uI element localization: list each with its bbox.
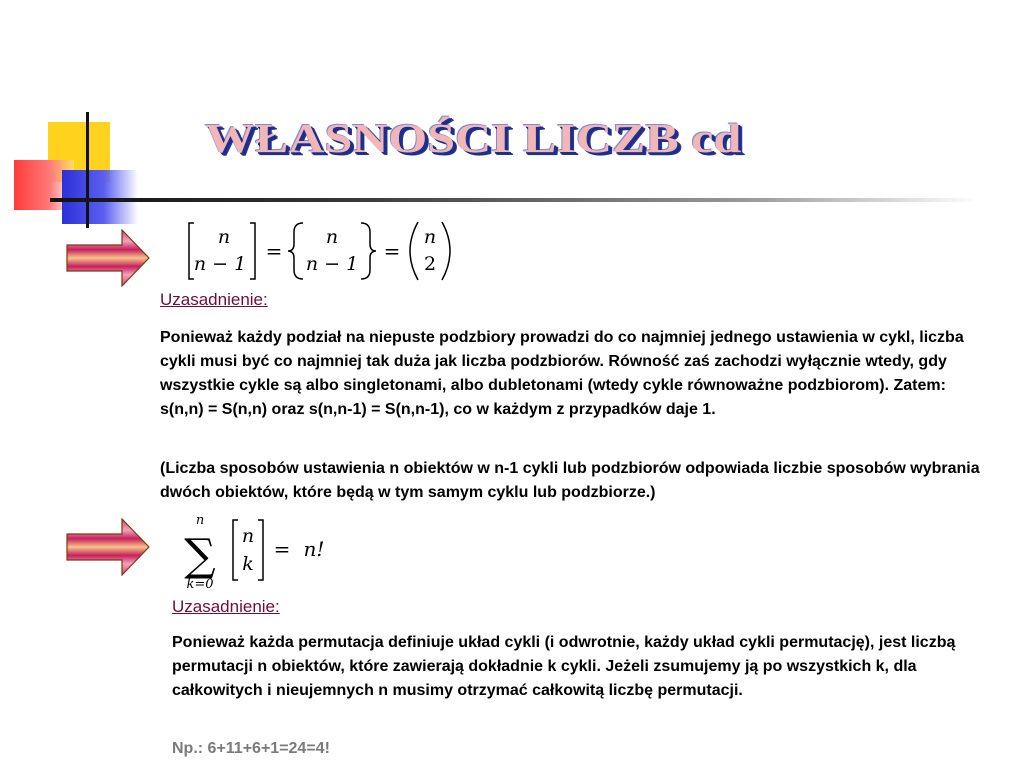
section1-note: (Liczba sposobów ustawienia n obiektów w n-1 cykli lub podzbiorów odpowiada liczbie sposobów wybrania dwóch obiektów, które będą w tym samym cyklu lub podzbiorze.)	[160, 460, 980, 501]
bracket-top-text: n	[217, 226, 231, 248]
equals-sign: =	[265, 239, 283, 263]
brace-bottom-text: n − 1	[305, 253, 359, 275]
formula-sum-permutations	[176, 510, 346, 592]
example-text: Np.: 6+11+6+1=24=4!	[172, 740, 330, 757]
sigma-symbol: ∑	[184, 530, 216, 581]
logo-blue-square	[62, 170, 138, 224]
binom-top-text: n	[423, 226, 437, 248]
logo-vertical-line	[86, 112, 89, 228]
slide-title: WŁASNOŚCI LICZB cd	[205, 115, 742, 161]
section1-heading: Uzasadnienie:	[160, 290, 268, 309]
factorial-result: n!	[303, 537, 325, 561]
equals-sign-2: =	[383, 239, 401, 263]
bracket-top-text: n	[241, 525, 255, 547]
binom-bottom-text: 2	[423, 253, 437, 275]
sum-upper-limit: n	[195, 513, 205, 528]
section2-paragraph: Ponieważ każda permutacja definiuje układ cykli (i odwrotnie, każdy układ cykli permutację), jest liczbą permutacji n obiektów, które zawierają dokładnie k cykli. Jeżeli zsumujemy ją po wszystkich k, dla całkowitych i nieujemnych n musimy otrzymać całkowitą liczbę permutacji.	[172, 634, 956, 699]
arrow-right-icon	[66, 518, 150, 576]
sum-lower-limit: k=0	[186, 577, 214, 592]
equals-sign: =	[273, 537, 291, 561]
section2-heading: Uzasadnienie:	[172, 597, 280, 616]
bracket-bottom-text: k	[242, 553, 254, 575]
arrow-right-icon	[66, 229, 150, 287]
bracket-bottom-text: n − 1	[193, 253, 247, 275]
title-divider	[50, 198, 980, 202]
section1-paragraph: Ponieważ każdy podział na niepuste podzbiory prowadzi do co najmniej jednego ustawienia w cykl, liczba cykli musi być co najmniej tak duża jak liczba podzbiorów. Równość zaś zachodzi wyłącznie wtedy, gdy wszystkie cykle są albo singletonami, albo dubletonami (wtedy cykle równoważne podzbiorom). Zatem: s(n,n) = S(n,n) oraz s(n,n-1) = S(n,n-1), co w każdym z przypadków daje 1.	[160, 329, 964, 418]
formula-stirling-identity	[180, 218, 480, 284]
logo-squares	[0, 100, 150, 230]
brace-top-text: n	[325, 226, 339, 248]
